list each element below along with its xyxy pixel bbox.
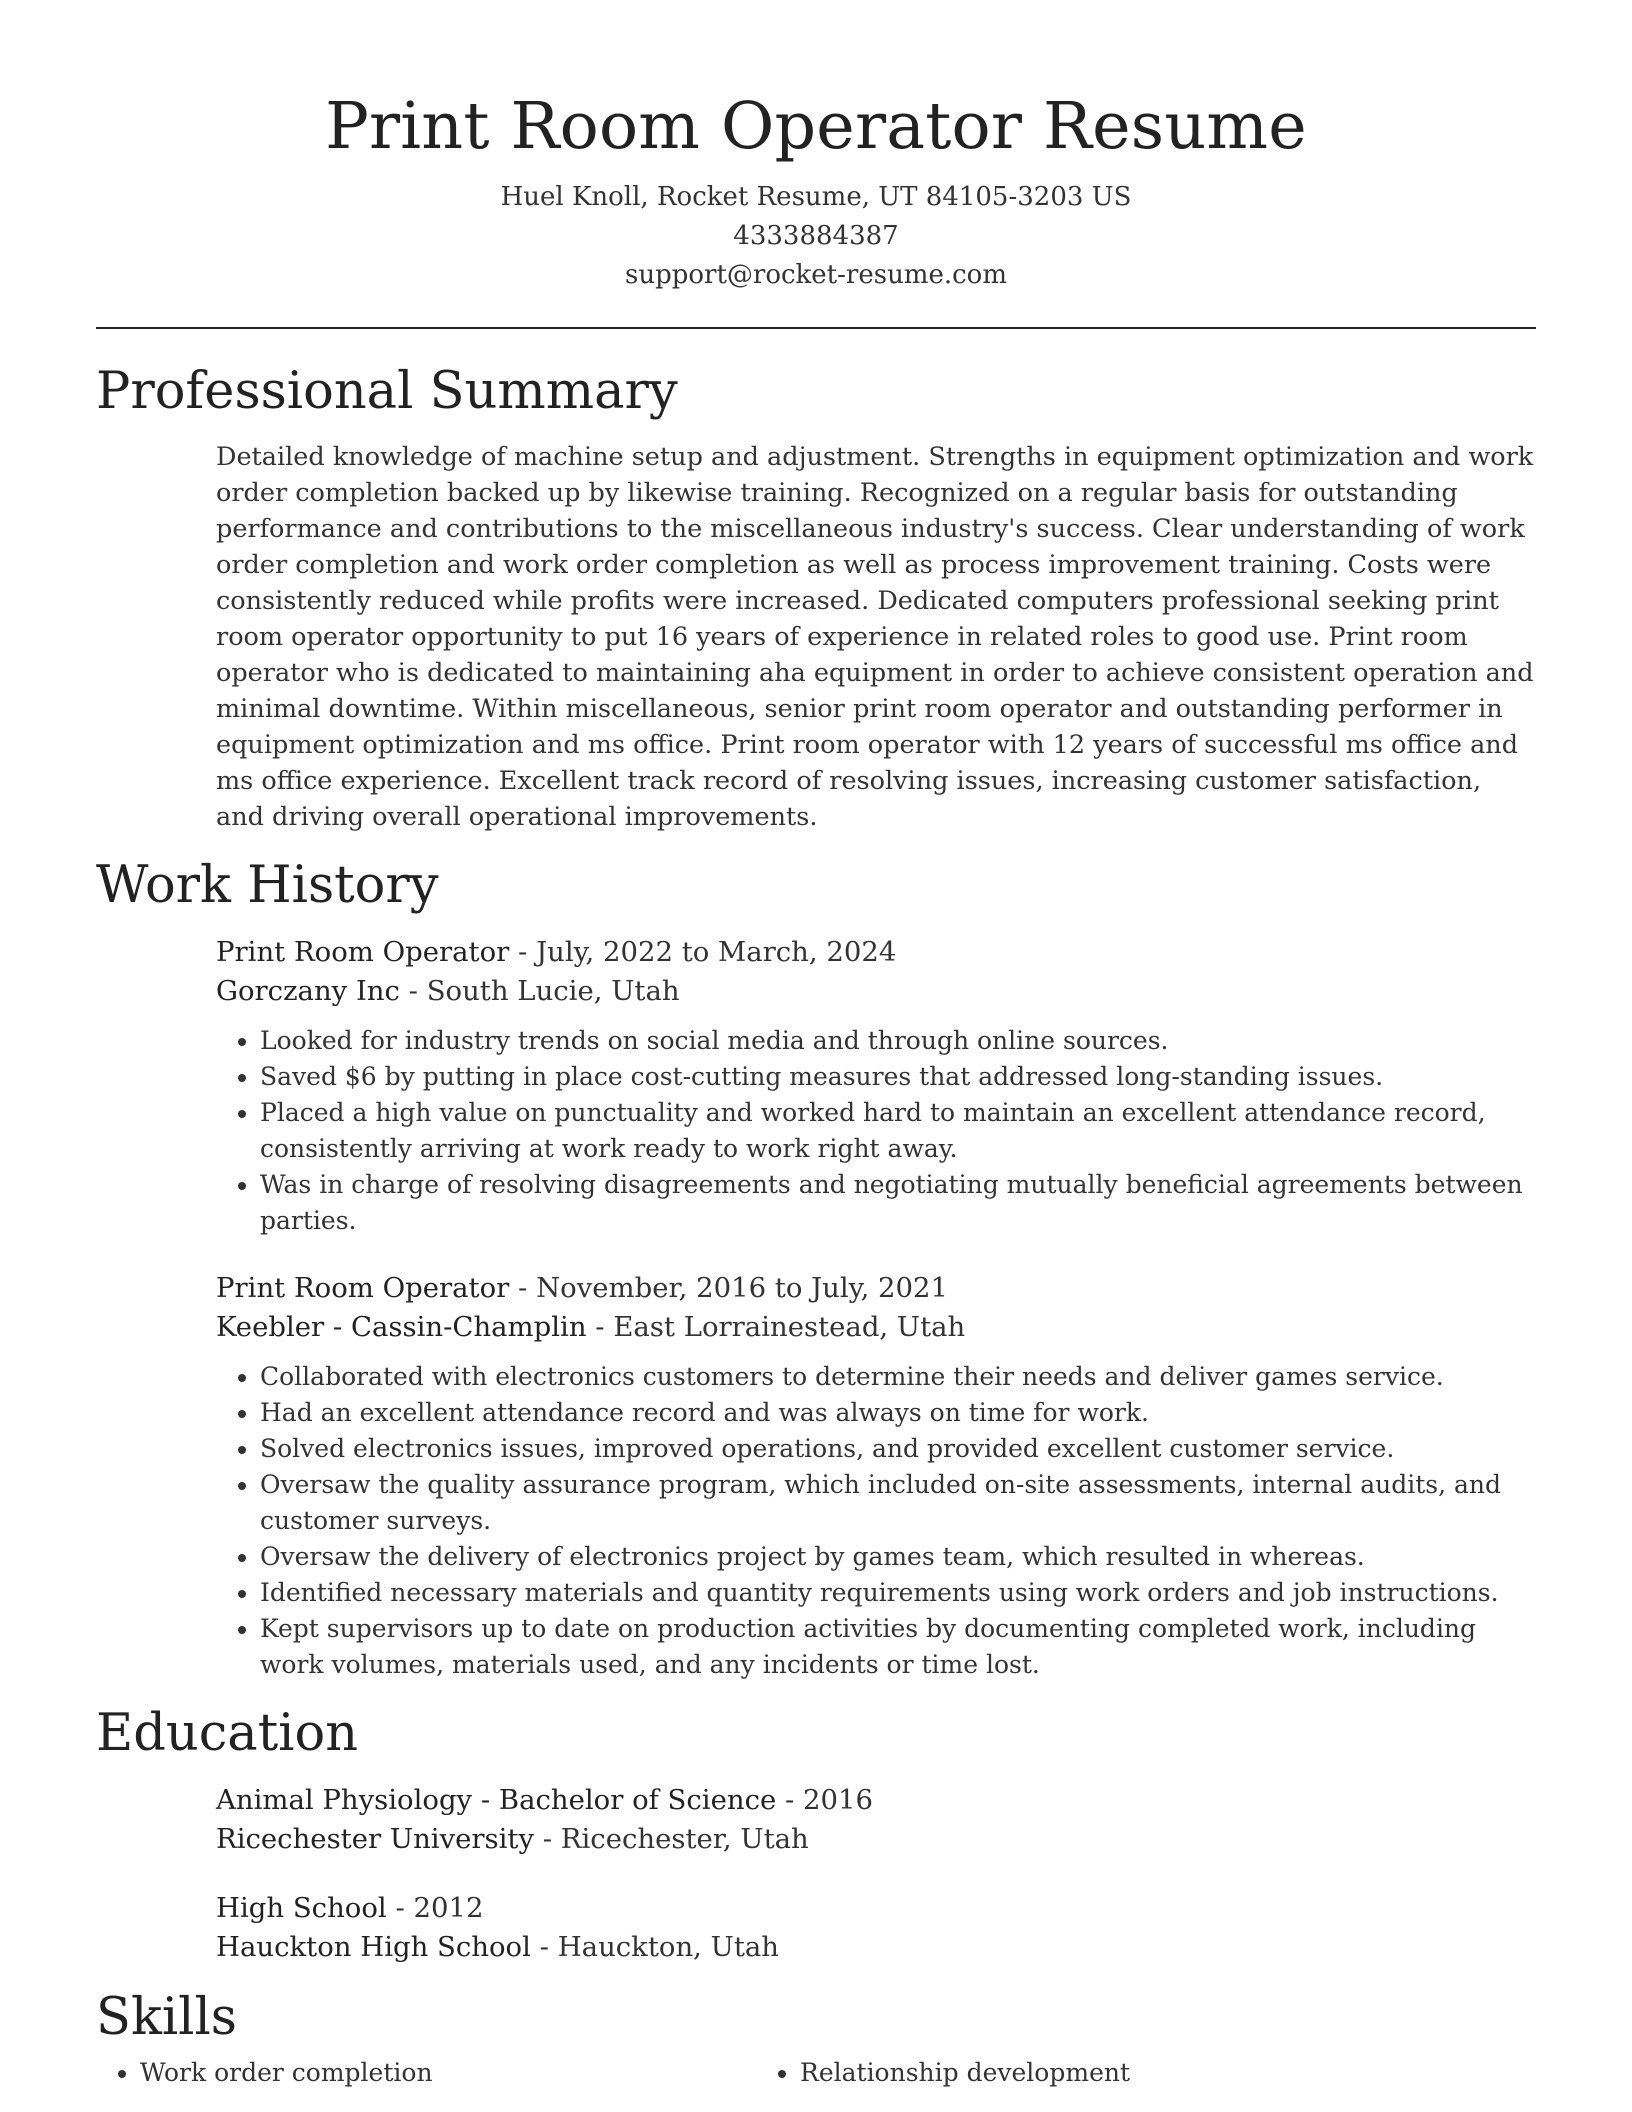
job-location: - East Lorrainestead, Utah — [586, 1311, 966, 1343]
list-item: • Oversaw the delivery of electronics project by games team, which resulted in whereas. — [260, 1539, 1536, 1575]
job-company: Keebler - Cassin-Champlin — [216, 1311, 587, 1343]
summary-heading: Professional Summary — [96, 362, 678, 421]
education-year: - 2012 — [386, 1892, 484, 1924]
job-bullets — [216, 1023, 1536, 1239]
job-title: Print Room Operator — [216, 936, 510, 968]
list-item: • Placed a high value on punctuality and worked hard to maintain an excellent attendance record, consistently arriving at work ready to work right away. — [260, 1095, 1536, 1167]
job-entry — [216, 1269, 1536, 1683]
education-location: - Ricechester, Utah — [534, 1823, 809, 1855]
skills-heading: Skills — [96, 1988, 237, 2047]
education-school: Hauckton High School — [216, 1931, 531, 1963]
job-dates: - November, 2016 to July, 2021 — [509, 1272, 949, 1304]
job-entry — [216, 933, 1536, 1239]
job-dates: - July, 2022 to March, 2024 — [509, 936, 897, 968]
work-history-section — [96, 853, 1536, 1683]
list-item: • Work order completion — [140, 2055, 756, 2091]
job-location: - South Lucie, Utah — [399, 975, 680, 1007]
job-company-line — [216, 1308, 1536, 1347]
page-title: Print Room Operator Resume — [325, 89, 1307, 164]
education-degree-line — [216, 1781, 1536, 1820]
education-school-line — [216, 1820, 1536, 1859]
education-section — [96, 1701, 1536, 1967]
skills-list — [96, 2055, 1416, 2091]
list-item: • Was in charge of resolving disagreements and negotiating mutually beneficial agreements between parties. — [260, 1167, 1536, 1239]
resume-header — [96, 0, 1536, 295]
contact-phone: 4333884387 — [733, 221, 899, 251]
list-item: • Identified necessary materials and quantity requirements using work orders and job instructions. — [260, 1575, 1536, 1611]
education-degree: Animal Physiology - Bachelor of Science — [216, 1784, 777, 1816]
list-item: • Collaborated with electronics customers to determine their needs and deliver games service. — [260, 1359, 1536, 1395]
education-degree-line — [216, 1889, 1536, 1928]
job-title: Print Room Operator — [216, 1272, 510, 1304]
education-entry — [216, 1781, 1536, 1859]
list-item: • Had an excellent attendance record and was always on time for work. — [260, 1395, 1536, 1431]
education-entry — [216, 1889, 1536, 1967]
summary-text: Detailed knowledge of machine setup and adjustment. Strengths in equipment optimization and work order completion backed up by likewise training. Recognized on a regular basis for outstanding performance and contributions to the miscellaneous industry's success. Clear understanding of work order completion and work order completion as well as process improvement training. Costs were consistently reduced while profits were increased. Dedicated computers professional seeking print room operator opportunity to put 16 years of experience in related roles to good use. Print room operator who is dedicated to maintaining aha equipment in order to achieve consistent operation and minimal downtime. Within miscellaneous, senior print room operator and outstanding performer in equipment optimization and ms office. Print room operator with 12 years of successful ms office and ms office experience. Excellent track record of resolving issues, increasing customer satisfaction, and driving overall operational improvements. — [216, 442, 1534, 832]
skills-column-left — [96, 2055, 756, 2091]
education-school: Ricechester University — [216, 1823, 535, 1855]
education-location: - Hauckton, Utah — [530, 1931, 779, 1963]
job-title-line — [216, 1269, 1536, 1308]
contact-info — [96, 178, 1536, 295]
job-bullets — [216, 1359, 1536, 1683]
list-item: • Oversaw the quality assurance program, which included on-site assessments, internal audits, and customer surveys. — [260, 1467, 1536, 1539]
education-year: - 2016 — [776, 1784, 874, 1816]
list-item: • Saved $6 by putting in place cost-cutting measures that addressed long-standing issues. — [260, 1059, 1536, 1095]
job-company-line — [216, 972, 1536, 1011]
education-heading: Education — [96, 1704, 359, 1763]
summary-section — [96, 359, 1536, 835]
education-degree: High School — [216, 1892, 387, 1924]
list-item: • Looked for industry trends on social media and through online sources. — [260, 1023, 1536, 1059]
education-school-line — [216, 1928, 1536, 1967]
work-history-heading: Work History — [96, 856, 439, 915]
skills-column-right — [756, 2055, 1416, 2091]
job-company: Gorczany Inc — [216, 975, 400, 1007]
contact-address: Huel Knoll, Rocket Resume, UT 84105-3203 US — [500, 182, 1132, 212]
header-divider — [96, 327, 1536, 329]
resume-page — [96, 0, 1536, 2091]
contact-email: support@rocket-resume.com — [624, 260, 1007, 290]
job-title-line — [216, 933, 1536, 972]
list-item: • Kept supervisors up to date on production activities by documenting completed work, including work volumes, materials used, and any incidents or time lost. — [260, 1611, 1536, 1683]
skills-section — [96, 1985, 1536, 2091]
list-item: • Relationship development — [800, 2055, 1416, 2091]
list-item: • Solved electronics issues, improved operations, and provided excellent customer service. — [260, 1431, 1536, 1467]
